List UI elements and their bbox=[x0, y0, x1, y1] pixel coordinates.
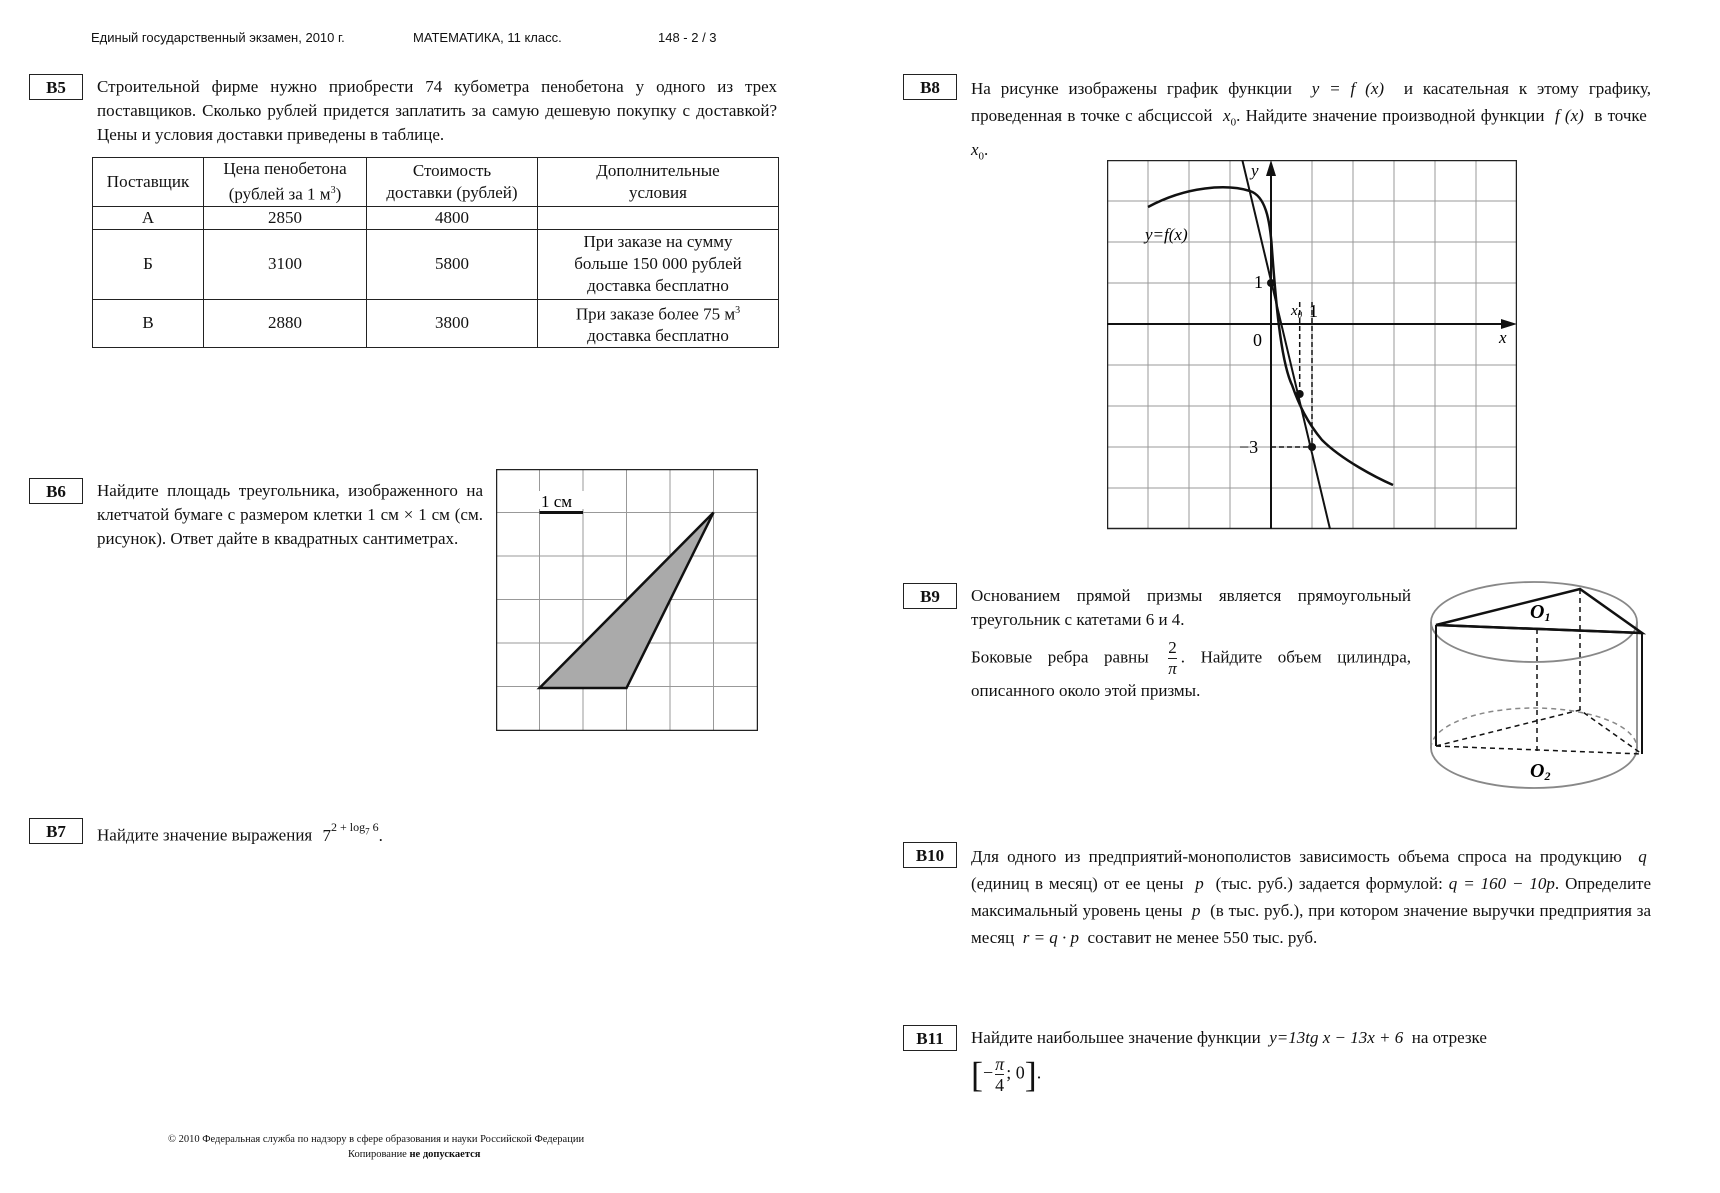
header-page: 148 - 2 / 3 bbox=[658, 30, 717, 45]
minus-three-label: −3 bbox=[1239, 437, 1259, 457]
cell-price: 2880 bbox=[204, 299, 367, 348]
x-axis-label: x bbox=[1499, 328, 1507, 347]
footer-copy-notice: Копирование не допускается bbox=[348, 1149, 481, 1160]
o1-label: O1 bbox=[1530, 601, 1551, 624]
col-delivery: Стоимость доставки (рублей) bbox=[367, 158, 538, 207]
task-label-b5: B5 bbox=[29, 74, 83, 100]
footer-copyright: © 2010 Федеральная служба по надзору в сфере образования и науки Российской Федерации bbox=[168, 1134, 585, 1145]
b9-text: Основанием прямой призмы является прямоугольный треугольник с катетами 6 и 4. Боковые ребра равны $\frac{2}{\pi}$ . Найдите объем цилиндра, описанного около этой призмы. bbox=[971, 586, 1412, 700]
cell-delivery: 5800 bbox=[367, 229, 538, 299]
cell-delivery: 4800 bbox=[367, 206, 538, 229]
b8-text: На рисунке изображены график функции y = f (x) и касательная к этому графику, проведенная в точке с абсциссой $x_0$. Найдите значение производной функции f (x) в точке $x_0$. bbox=[971, 79, 1652, 163]
b9-cylinder-figure bbox=[1430, 578, 1650, 800]
function-label: y=f(x) bbox=[1145, 225, 1188, 244]
task-label-b8: B8 bbox=[903, 74, 957, 100]
col-supplier: Поставщик bbox=[93, 158, 204, 207]
task-label-b11: B11 bbox=[903, 1025, 957, 1051]
task-label-b9: B9 bbox=[903, 583, 957, 609]
origin-label: 0 bbox=[1253, 330, 1262, 350]
cell-conditions bbox=[538, 206, 779, 229]
table-row bbox=[93, 229, 779, 299]
task-label-b6: B6 bbox=[29, 478, 83, 504]
point-tangency bbox=[1296, 390, 1304, 398]
b8-function-graph bbox=[1107, 160, 1517, 530]
b11-interval: [− $\frac{\pi}{4}$ ; 0]. bbox=[971, 1054, 1042, 1095]
b6-grid-figure bbox=[496, 469, 758, 731]
b7-expression: $7^{2 + log_7 6}$. bbox=[322, 820, 383, 845]
point-tangent-x1 bbox=[1308, 443, 1316, 451]
col-extra: Дополнительные условия bbox=[538, 158, 779, 207]
y-axis-label: y bbox=[1251, 161, 1259, 180]
cell-price: 2850 bbox=[204, 206, 367, 229]
b5-text: Строительной фирме нужно приобрести 74 кубометра пенобетона у одного из трех поставщиков. Сколько рублей придется заплатить за самую дешевую покупку с доставкой? Цены и условия доставки приведены в таблице. bbox=[97, 77, 777, 144]
cell-price: 3100 bbox=[204, 229, 367, 299]
scale-label: 1 см bbox=[541, 492, 573, 511]
cell-conditions: При заказе более 75 $м^3$ доставка бесплатно bbox=[538, 299, 779, 348]
cell-supplier: В bbox=[93, 299, 204, 348]
b7-text: Найдите значение выражения $7^{2 + log_7 6}$. bbox=[97, 820, 383, 845]
point-y-intercept bbox=[1267, 279, 1275, 287]
y-one-label: 1 bbox=[1254, 272, 1263, 292]
x-one-label: 1 bbox=[1309, 301, 1318, 321]
b11-text: Найдите наибольшее значение функции y=13tg x − 13x + 6 на отрезке bbox=[971, 1028, 1487, 1047]
cell-supplier: А bbox=[93, 206, 204, 229]
header-subject: МАТЕМАТИКА, 11 класс. bbox=[413, 30, 562, 45]
b9-fraction: $\frac{2}{\pi}$ bbox=[1168, 638, 1177, 678]
table-row bbox=[93, 299, 779, 348]
b6-text: Найдите площадь треугольника, изображенного на клетчатой бумаге с размером клетки 1 см × 1 см (см. рисунок). Ответ дайте в квадратных сантиметрах. bbox=[97, 481, 483, 548]
supplier-table bbox=[92, 157, 779, 348]
task-label-b7: B7 bbox=[29, 818, 83, 844]
x0-label: $x_0$ bbox=[1291, 303, 1303, 320]
cell-conditions: При заказе на сумму больше 150 000 рублей доставка бесплатно bbox=[538, 229, 779, 299]
cell-supplier: Б bbox=[93, 229, 204, 299]
o2-label: O2 bbox=[1530, 760, 1551, 783]
table-row bbox=[93, 206, 779, 229]
col-price: Цена пенобетона (рублей за 1 $м^3$) bbox=[204, 158, 367, 207]
table-header-row bbox=[93, 158, 779, 207]
task-label-b10: B10 bbox=[903, 842, 957, 868]
cell-delivery: 3800 bbox=[367, 299, 538, 348]
b10-text: Для одного из предприятий-монополистов зависимость объема спроса на продукцию q (единиц в месяц) от ее цены p (тыс. руб.) задается формулой: q = 160 − 10p. Определите максимальный уровень цены p (в тыс. руб.), при котором значение выручки предприятия за месяц r = q · p составит не менее 550 тыс. руб. bbox=[971, 847, 1652, 947]
header-exam: Единый государственный экзамен, 2010 г. bbox=[91, 30, 345, 45]
